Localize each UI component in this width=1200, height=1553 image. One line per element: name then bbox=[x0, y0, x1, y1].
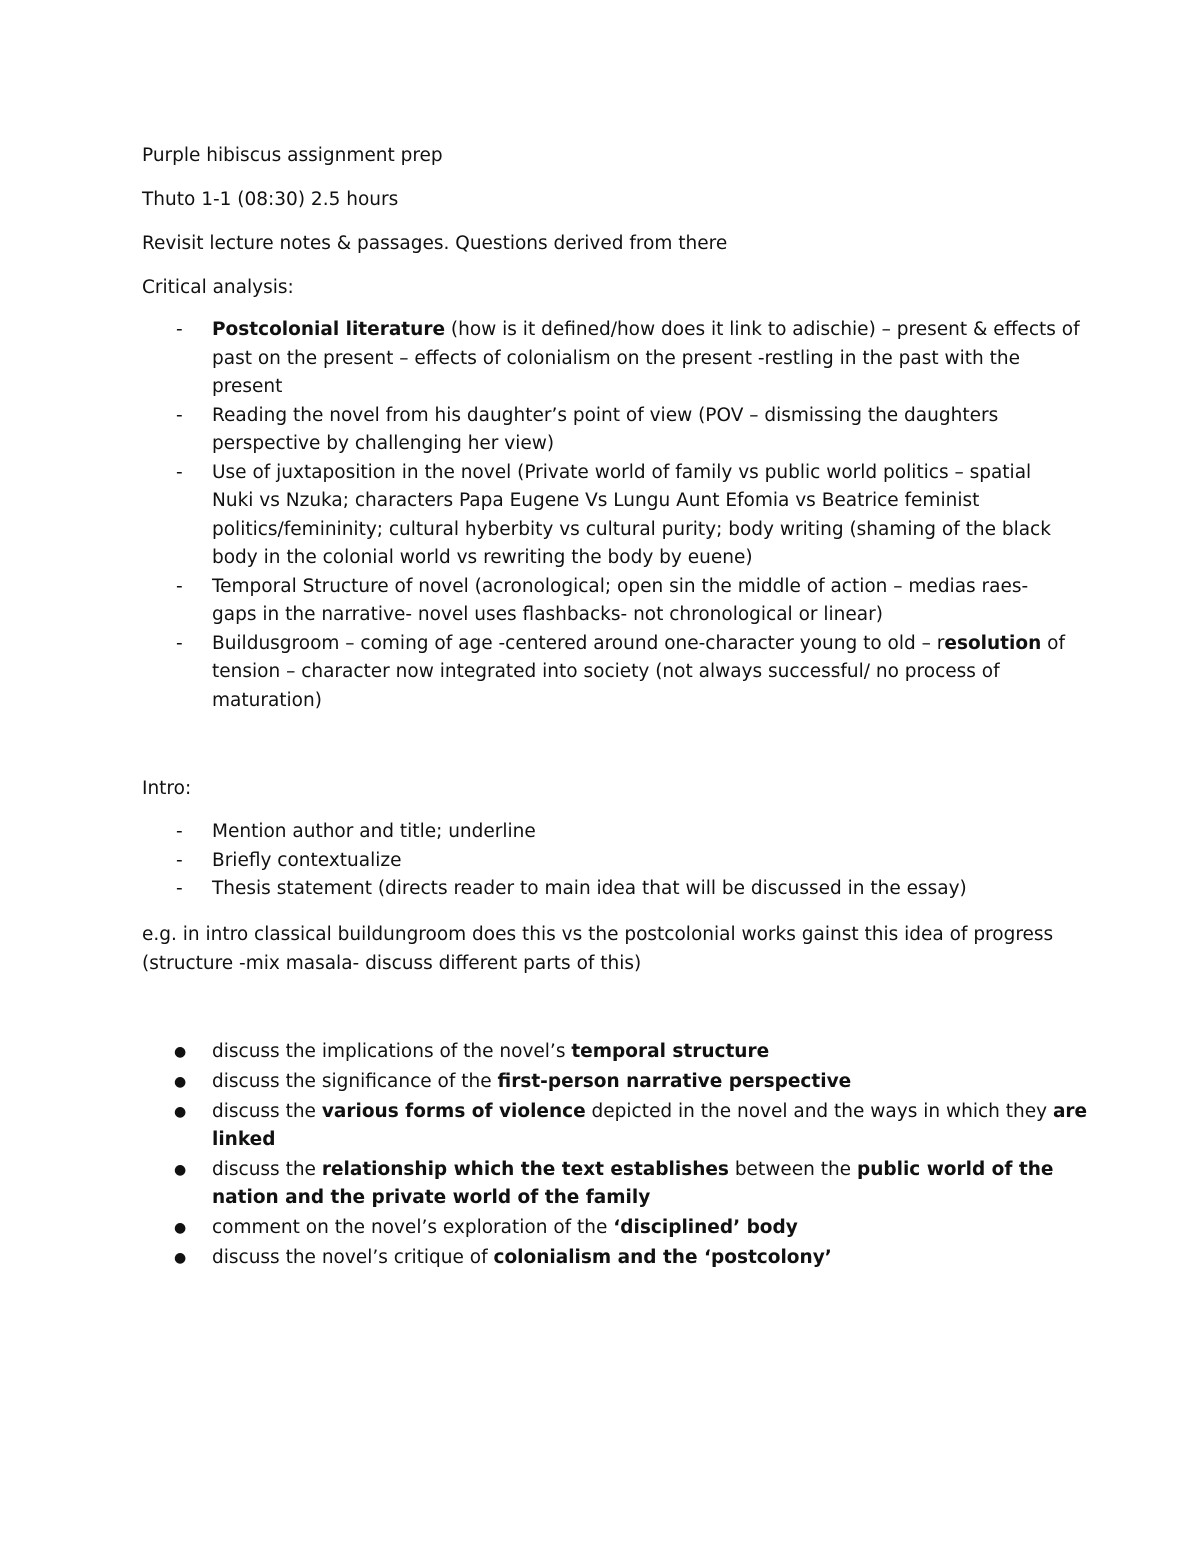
bold-text: public world of the bbox=[856, 1158, 1054, 1180]
session-info: Thuto 1-1 (08:30) 2.5 hours bbox=[142, 189, 399, 210]
text-run: Use of juxtaposition in the novel (Private world of family vs public world politics – spatial bbox=[212, 461, 1032, 483]
list-item-line bbox=[212, 373, 1062, 402]
list-item-line bbox=[212, 544, 1062, 573]
text-run: present bbox=[212, 376, 283, 397]
list-item-line bbox=[212, 345, 1062, 374]
essay-question-item bbox=[142, 1156, 1062, 1213]
bold-text: esolution bbox=[944, 632, 1042, 654]
bold-text: relationship which the text establishes bbox=[321, 1158, 729, 1180]
dash-marker: - bbox=[176, 849, 183, 871]
bold-text: are bbox=[1052, 1100, 1088, 1122]
list-item-line bbox=[212, 658, 1062, 687]
essay-question-item bbox=[142, 1214, 1062, 1243]
text-run: of bbox=[1041, 632, 1065, 654]
intro-item bbox=[142, 818, 1062, 847]
dash-marker: - bbox=[176, 878, 183, 899]
list-item-line bbox=[212, 1214, 1062, 1243]
bullet-icon: ● bbox=[174, 1220, 187, 1237]
list-item-line bbox=[212, 402, 1062, 431]
list-item-line bbox=[212, 1184, 1062, 1213]
bold-text: ‘disciplined’ body bbox=[613, 1217, 798, 1239]
intro-item bbox=[142, 847, 1062, 876]
text-run: discuss the novel’s critique of bbox=[212, 1246, 494, 1268]
bold-text: colonialism and the ‘postcolony’ bbox=[493, 1246, 832, 1268]
text-run: maturation) bbox=[212, 689, 322, 711]
dash-marker: - bbox=[176, 319, 183, 340]
list-item-line bbox=[212, 573, 1062, 602]
bold-text: temporal structure bbox=[571, 1041, 770, 1062]
list-item-line bbox=[212, 687, 1062, 716]
list-item-line bbox=[212, 847, 1062, 876]
list-item-line bbox=[212, 459, 1062, 488]
bold-text: first-person narrative perspective bbox=[497, 1070, 852, 1092]
dash-marker: - bbox=[176, 461, 183, 483]
bullet-icon: ● bbox=[174, 1249, 187, 1266]
text-run: discuss the bbox=[212, 1100, 322, 1122]
essay-question-item bbox=[142, 1098, 1088, 1155]
bullet-icon: ● bbox=[174, 1103, 187, 1120]
text-run: perspective by challenging her view) bbox=[212, 433, 555, 454]
bold-text: various forms of violence bbox=[321, 1100, 586, 1122]
bold-text: linked bbox=[212, 1129, 276, 1151]
list-item-line bbox=[212, 516, 1062, 545]
list-item-line bbox=[212, 1098, 1088, 1127]
text-run: gaps in the narrative- novel uses flashbacks- not chronological or linear) bbox=[212, 604, 883, 625]
critical-analysis-item bbox=[142, 630, 1065, 716]
list-item-line bbox=[212, 487, 1062, 516]
text-run: discuss the significance of the bbox=[212, 1070, 498, 1092]
text-run: (how is it defined/how does it link to adischie) – present & effects of bbox=[445, 319, 1080, 340]
text-run: body in the colonial world vs rewriting the body by euene) bbox=[212, 547, 753, 568]
bold-text: Postcolonial literature bbox=[212, 319, 445, 340]
list-item-line bbox=[212, 601, 1062, 630]
list-item-line bbox=[212, 1068, 1062, 1097]
essay-question-item bbox=[142, 1038, 1062, 1067]
list-item-line bbox=[212, 1038, 1062, 1067]
text-run: between the bbox=[728, 1158, 857, 1180]
text-run: Mention author and title; underline bbox=[212, 821, 536, 842]
text-run: past on the present – effects of colonialism on the present -restling in the past with the bbox=[212, 347, 1020, 369]
list-item-line bbox=[212, 1156, 1062, 1185]
list-item-line bbox=[212, 1244, 1062, 1273]
critical-analysis-item bbox=[142, 402, 1062, 459]
critical-analysis-item bbox=[142, 316, 1080, 402]
text-run: discuss the implications of the novel’s bbox=[212, 1041, 572, 1062]
text-run: politics/femininity; cultural hyberbity vs cultural purity; body writing (shaming of the black bbox=[212, 518, 1051, 540]
list-item-line bbox=[212, 875, 1062, 904]
dash-marker: - bbox=[176, 632, 183, 654]
text-run: Nuki vs Nzuka; characters Papa Eugene Vs Lungu Aunt Efomia vs Beatrice feminist bbox=[212, 490, 980, 511]
bold-text: nation and the private world of the family bbox=[212, 1187, 651, 1209]
document-title: Purple hibiscus assignment prep bbox=[142, 145, 443, 166]
intro-heading: Intro: bbox=[142, 778, 192, 799]
bullet-icon: ● bbox=[174, 1073, 187, 1090]
essay-questions-list bbox=[142, 1038, 1088, 1274]
text-run: discuss the bbox=[212, 1158, 322, 1180]
list-item-line bbox=[212, 1126, 1062, 1155]
essay-question-item bbox=[142, 1068, 1062, 1097]
essay-question-item bbox=[142, 1244, 1062, 1273]
critical-analysis-heading: Critical analysis: bbox=[142, 277, 294, 298]
text-run: Briefly contextualize bbox=[212, 849, 402, 871]
text-run: Reading the novel from his daughter’s point of view (POV – dismissing the daughters bbox=[212, 404, 999, 426]
text-run: depicted in the novel and the ways in which they bbox=[585, 1100, 1053, 1122]
dash-marker: - bbox=[176, 821, 183, 842]
list-item-line bbox=[212, 430, 1062, 459]
list-item-line bbox=[212, 316, 1080, 345]
dash-marker: - bbox=[176, 575, 183, 597]
text-run: Temporal Structure of novel (acronological; open sin the middle of action – medias raes- bbox=[212, 575, 1029, 597]
revisit-note: Revisit lecture notes & passages. Questions derived from there bbox=[142, 233, 728, 254]
bullet-icon: ● bbox=[174, 1044, 187, 1060]
text-run: tension – character now integrated into society (not always successful/ no process of bbox=[212, 661, 1000, 682]
text-run: comment on the novel’s exploration of the bbox=[212, 1217, 614, 1239]
dash-marker: - bbox=[176, 404, 183, 426]
bullet-icon: ● bbox=[174, 1161, 187, 1178]
intro-item bbox=[142, 875, 1062, 904]
intro-list bbox=[142, 818, 1062, 904]
example-line-2: (structure -mix masala- discuss different parts of this) bbox=[142, 953, 642, 974]
example-line-1: e.g. in intro classical buildungroom does this vs the postcolonial works gainst this idea of progress bbox=[142, 924, 1054, 945]
critical-analysis-item bbox=[142, 573, 1062, 630]
text-run: Buildusgroom – coming of age -centered around one-character young to old – r bbox=[212, 632, 945, 654]
list-item-line bbox=[212, 818, 1062, 847]
list-item-line bbox=[212, 630, 1065, 659]
critical-analysis-item bbox=[142, 459, 1062, 573]
critical-analysis-list bbox=[142, 316, 1080, 715]
text-run: Thesis statement (directs reader to main idea that will be discussed in the essay) bbox=[212, 878, 967, 899]
